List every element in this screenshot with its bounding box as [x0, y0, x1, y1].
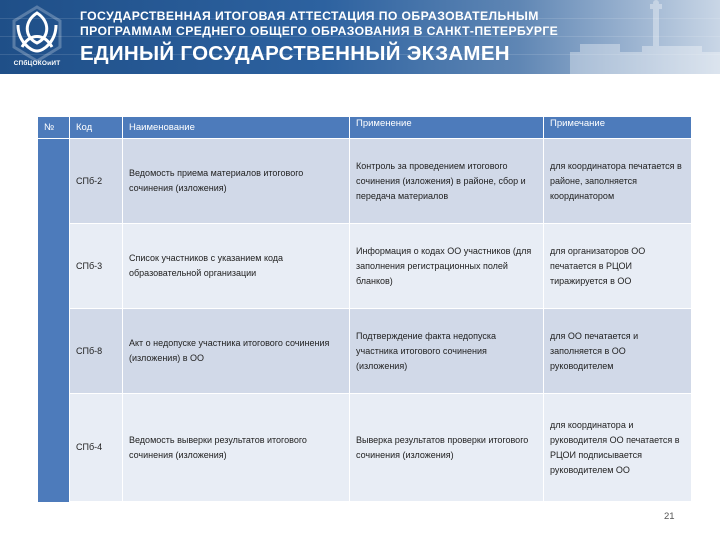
header-banner: [0, 0, 720, 74]
table-row: [38, 309, 691, 394]
use-cell: Подтверждение факта недопуска участника итогового сочинения (изложения): [350, 309, 544, 394]
use-cell: Выверка результатов проверки итогового сочинения (изложения): [350, 394, 544, 502]
name-cell: Акт о недопуске участника итогового сочинения (изложения) в ОО: [123, 309, 350, 394]
table-row: [38, 139, 691, 224]
name-cell: Ведомость выверки результатов итогового сочинения (изложения): [123, 394, 350, 502]
table-row: [38, 224, 691, 309]
header-line-1: ГОСУДАРСТВЕННАЯ ИТОГОВАЯ АТТЕСТАЦИЯ ПО ОБРАЗОВАТЕЛЬНЫМ: [80, 9, 539, 23]
col-header-no: №: [38, 117, 70, 139]
documents-table: [37, 117, 691, 502]
use-cell: Контроль за проведением итогового сочинения (изложения) в районе, сбор и передача материалов: [350, 139, 544, 224]
col-header-name: Наименование: [123, 117, 350, 139]
logo-caption: СПбЦОКОиИТ: [13, 60, 61, 67]
note-cell: для организаторов ОО печатается в РЦОИ тиражируется в ОО: [544, 224, 691, 309]
code-cell: СПб-8: [70, 309, 123, 394]
code-cell: СПб-3: [70, 224, 123, 309]
code-cell: СПб-4: [70, 394, 123, 502]
col-header-note: Примечание: [544, 117, 691, 139]
row-number-cell: [38, 309, 70, 394]
table-row: [38, 394, 691, 502]
row-number-cell: [38, 224, 70, 309]
header-line-2: ПРОГРАММАМ СРЕДНЕГО ОБЩЕГО ОБРАЗОВАНИЯ В САНКТ-ПЕТЕРБУРГЕ: [80, 24, 559, 38]
use-cell: Информация о кодах ОО участников (для заполнения регистрационных полей бланков): [350, 224, 544, 309]
page-title: ЕДИНЫЙ ГОСУДАРСТВЕННЫЙ ЭКЗАМЕН: [80, 42, 510, 65]
table-header-row: [38, 117, 691, 139]
note-cell: для координатора и руководителя ОО печатается в РЦОИ подписывается руководителем ОО: [544, 394, 691, 502]
note-cell: для ОО печатается и заполняется в ОО руководителем: [544, 309, 691, 394]
name-cell: Ведомость приема материалов итогового сочинения (изложения): [123, 139, 350, 224]
note-cell: для координатора печатается в районе, заполняется координатором: [544, 139, 691, 224]
city-skyline-image: [550, 0, 720, 74]
page-number: 21: [664, 511, 675, 522]
code-cell: СПб-2: [70, 139, 123, 224]
name-cell: Список участников с указанием кода образовательной организации: [123, 224, 350, 309]
row-number-cell: [38, 394, 70, 502]
col-header-use: Применение: [350, 117, 544, 139]
col-header-code: Код: [70, 117, 123, 139]
row-number-cell: [38, 139, 70, 224]
